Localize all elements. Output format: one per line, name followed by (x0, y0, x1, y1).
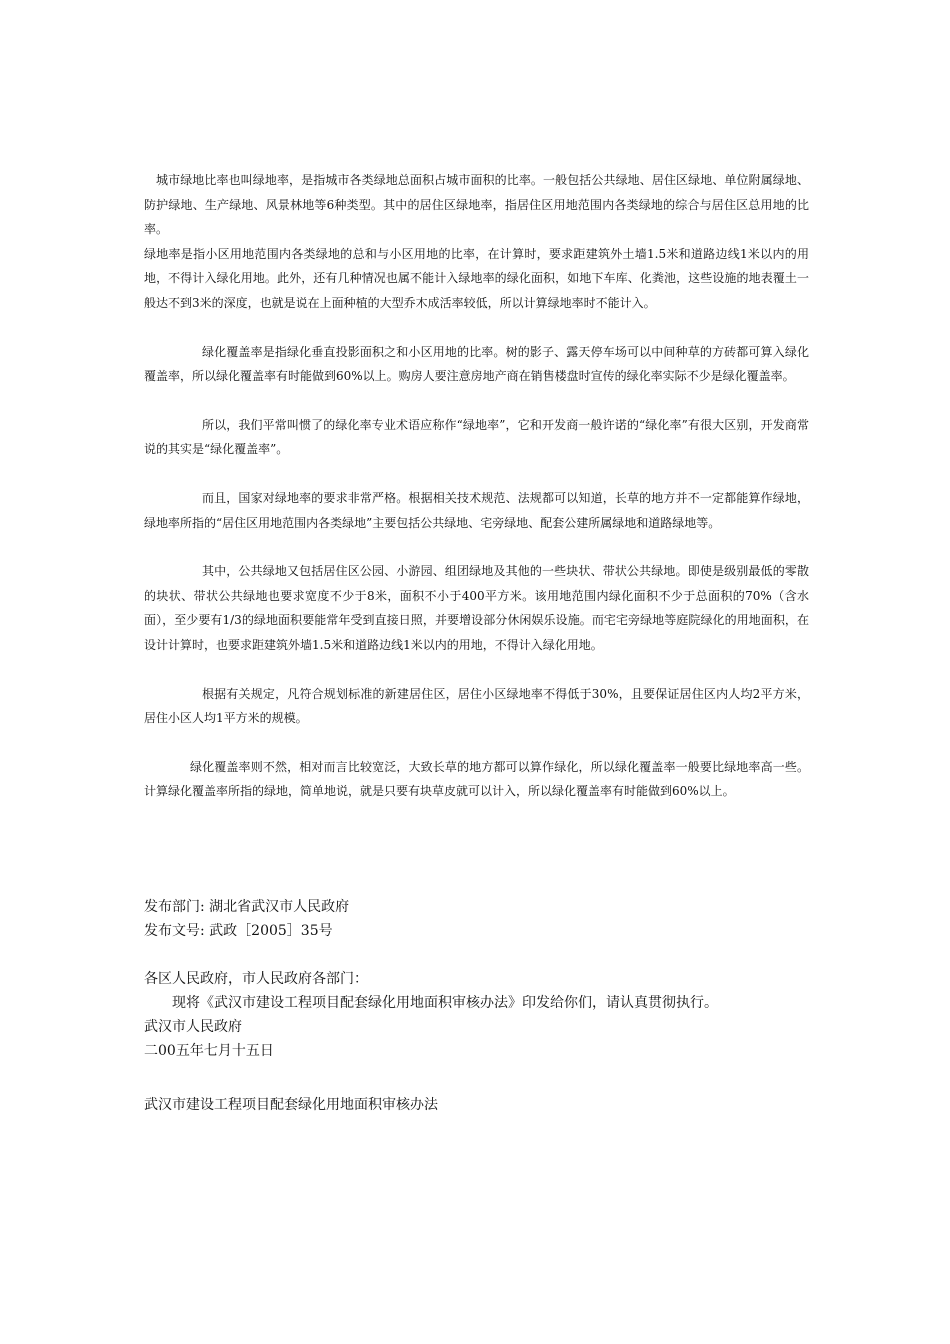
document-number: 发布文号: 武政［2005］35号 (144, 923, 333, 939)
issuing-department: 发布部门: 湖北省武汉市人民政府 (144, 899, 350, 915)
paragraph-green-ratio-definition: 绿地率是指小区用地范围内各类绿地的总和与小区用地的比率，在计算时，要求距建筑外土墙1.5米和道路边线1米以内的用地，不得计入绿化用地。此外，还有几种情况也属不能计入绿地率的绿化面积，如地下车库、化粪池，这些设施的地表覆土一般达不到3米的深度，也就是说在上面种植的大型乔木成活率较低，所以计算绿地率时不能计入。 (144, 246, 809, 310)
notice-body: 现将《武汉市建设工程项目配套绿化用地面积审核办法》印发给你们，请认真贯彻执行。 (172, 995, 718, 1011)
paragraph-public-green-space: 其中，公共绿地又包括居住区公园、小游园、组团绿地及其他的一些块状、带状公共绿地。即使是级别最低的零散的块状、带状公共绿地也要求宽度不少于8米，面积不小于400平方米。该用地范围内绿化面积不少于总面积的70%（含水面），至少要有1/3的绿地面积要能常年受到直接日照，并要增设部分休闲娱乐设施。而宅宅旁绿地等庭院绿化的用地面积，在设计计算时，也要求距建筑外墙1.5米和道路边线1米以内的用地，不得计入绿化用地。 (144, 564, 809, 652)
notice-date: 二00五年七月十五日 (144, 1043, 274, 1059)
signature: 武汉市人民政府 (144, 1019, 242, 1035)
article-body (144, 168, 809, 804)
paragraph-regulations: 根据有关规定，凡符合规划标准的新建居住区，居住小区绿地率不得低于30%，且要保证居住区内人均2平方米，居住小区人均1平方米的规模。 (144, 686, 809, 726)
paragraph-terminology: 所以，我们平常叫惯了的绿化率专业术语应称作“绿地率”，它和开发商一般许诺的“绿化率”有很大区别，开发商常说的其实是“绿化覆盖率”。 (144, 417, 809, 457)
government-notice (144, 895, 844, 1117)
paragraph-national-requirements: 而且，国家对绿地率的要求非常严格。根据相关技术规范、法规都可以知道，长草的地方并不一定都能算作绿地，绿地率所指的“居住区用地范围内各类绿地”主要包括公共绿地、宅旁绿地、配套公建所属绿地和道路绿地等。 (144, 490, 809, 530)
paragraph-coverage-broad: 绿化覆盖率则不然，相对而言比较宽泛，大致长草的地方都可以算作绿化，所以绿化覆盖率一般要比绿地率高一些。计算绿化覆盖率所指的绿地，简单地说，就是只要有块草皮就可以计入，所以绿化覆盖率有时能做到60%以上。 (144, 759, 809, 799)
regulation-title: 武汉市建设工程项目配套绿化用地面积审核办法 (144, 1097, 438, 1113)
salutation: 各区人民政府，市人民政府各部门： (144, 971, 368, 987)
paragraph-coverage-ratio: 绿化覆盖率是指绿化垂直投影面积之和小区用地的比率。树的影子、露天停车场可以中间种草的方砖都可算入绿化覆盖率，所以绿化覆盖率有时能做到60%以上。购房人要注意房地产商在销售楼盘时宣传的绿化率实际不少是绿化覆盖率。 (144, 344, 809, 384)
paragraph-green-space-ratio: 城市绿地比率也叫绿地率，是指城市各类绿地总面积占城市面积的比率。一般包括公共绿地、居住区绿地、单位附属绿地、防护绿地、生产绿地、风景林地等6种类型。其中的居住区绿地率，指居住区用地范围内各类绿地的综合与居住区总用地的比率。 (144, 173, 809, 237)
